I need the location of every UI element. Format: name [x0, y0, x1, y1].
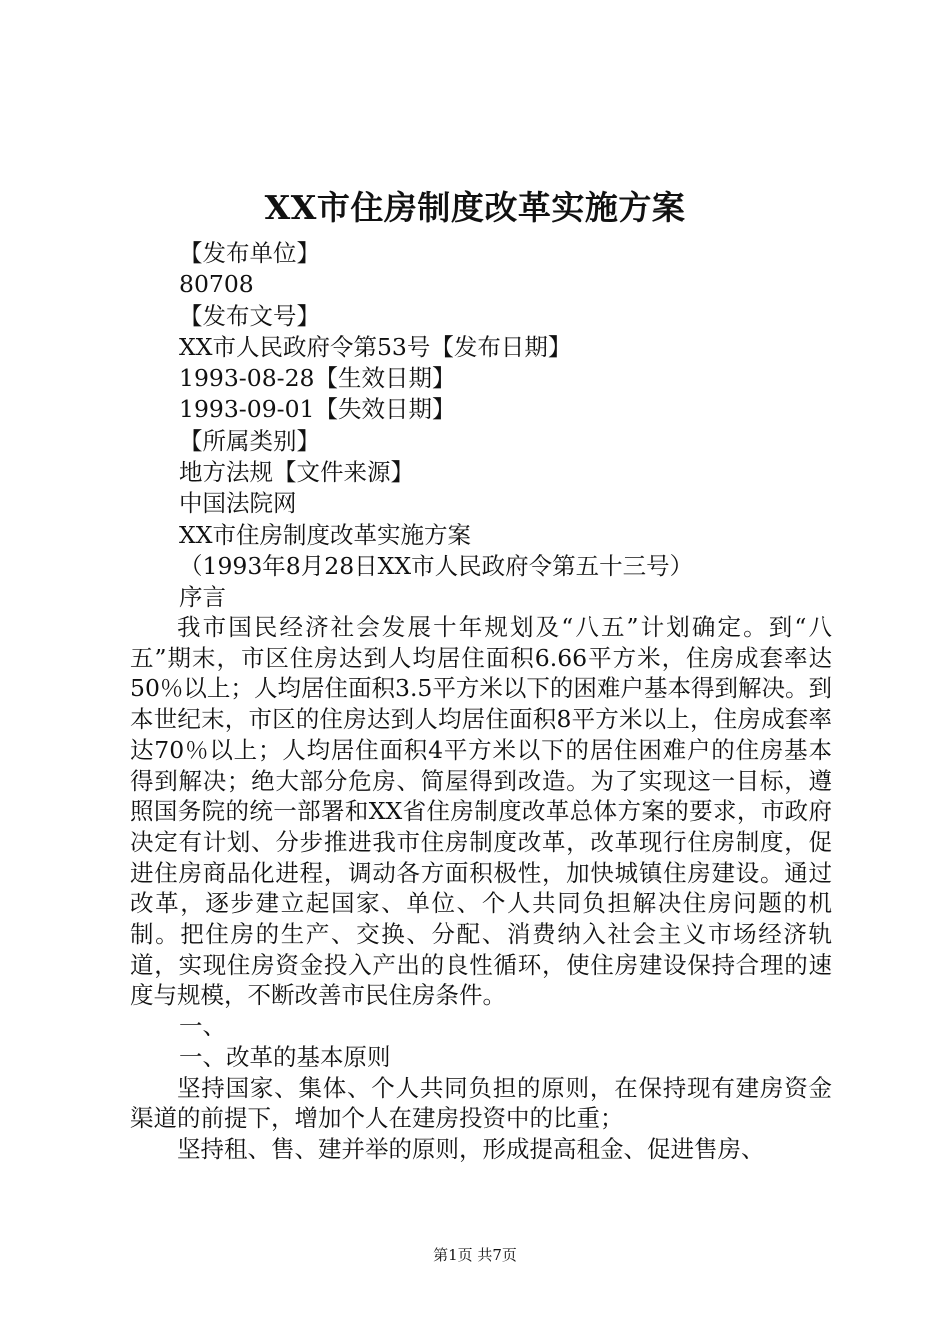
preface-paragraph: 我市国民经济社会发展十年规划及“八五”计划确定。到“八五”期末，市区住房达到人均居住面积6.66平方米，住房成套率达50％以上；人均居住面积3.5平方米以下的困难户基本得到解决。到本世纪末，市区的住房达到人均居住面积8平方米以上，住房成套率达70％以上；人均居住面积4平方米以下的居住困难户的住房基本得到解决；绝大部分危房、简屋得到改造。为了实现这一目标，遵照国务院的统一部署和XX省住房制度改革总体方案的要求，市政府决定有计划、分步推进我市住房制度改革，改革现行住房制度，促进住房商品化进程，调动各方面积极性，加快城镇住房建设。通过改革，逐步建立起国家、单位、个人共同负担解决住房问题的机制。把住房的生产、交换、分配、消费纳入社会主义市场经济轨道，实现住房资金投入产出的良性循环，使住房建设保持合理的速度与规模，不断改善市民住房条件。	[130, 613, 832, 1010]
principle-paragraph: 坚持国家、集体、个人共同负担的原则，在保持现有建房资金渠道的前提下，增加个人在建房投资中的比重；	[130, 1073, 832, 1133]
meta-line: 【发布单位】	[179, 239, 320, 267]
meta-line: 序言	[179, 583, 226, 612]
meta-line: 1993-08-28【生效日期】	[179, 364, 456, 393]
meta-line: 地方法规【文件来源】	[179, 458, 414, 487]
document-title: XX市住房制度改革实施方案	[264, 188, 686, 227]
section-marker: 一、	[179, 1012, 226, 1041]
meta-line: 中国法院网	[179, 489, 297, 518]
meta-line: XX市住房制度改革实施方案	[179, 520, 471, 549]
document-body	[130, 612, 832, 1165]
meta-line: 1993-09-01【失效日期】	[179, 395, 456, 424]
meta-line: 【所属类别】	[179, 426, 320, 455]
principle-paragraph: 坚持租、售、建并举的原则，形成提高租金、促进售房、	[177, 1134, 765, 1163]
document-metadata	[179, 238, 839, 614]
meta-line: （1993年8月28日XX市人民政府令第五十三号）	[179, 551, 694, 580]
meta-line: 【发布文号】	[179, 301, 320, 330]
section-heading: 一、改革的基本原则	[179, 1042, 391, 1071]
meta-line: XX市人民政府令第53号【发布日期】	[179, 332, 572, 361]
page-footer: 第1页 共7页	[433, 1246, 517, 1264]
meta-line: 80708	[179, 270, 254, 299]
